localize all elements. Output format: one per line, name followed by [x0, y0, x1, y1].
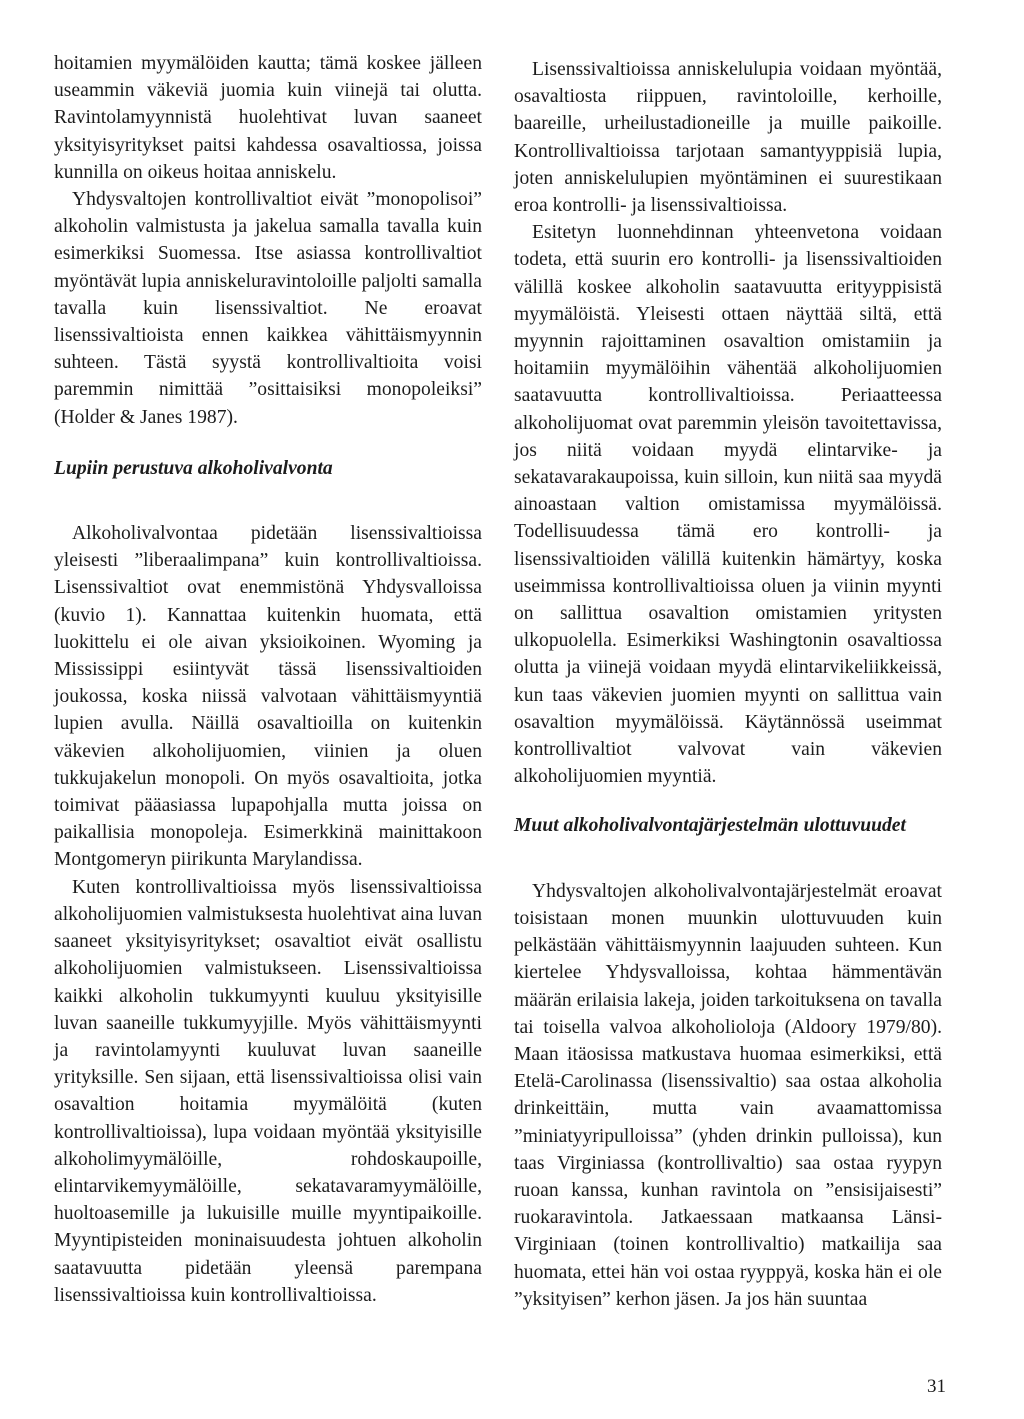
- right-column: [514, 56, 942, 1313]
- paragraph: Yhdysvaltojen kontrollivaltiot eivät ”monopolisoi” alkoholin valmistusta ja jakelua samalla tavalla kuin esimerkiksi Suomessa. Itse asiassa kontrollivaltiot myöntävät lupia anniskeluravintoloille paljolti samalla tavalla kuin lisenssivaltiot. Ne eroavat lisenssivaltioista ennen kaikkea vähittäismyynnin suhteen. Tästä syystä kontrollivaltioita voisi paremmin nimittää ”osittaisiksi monopoleiksi” (Holder & Janes 1987).: [54, 189, 482, 428]
- paragraph: Kuten kontrollivaltioissa myös lisenssivaltioissa alkoholijuomien valmistuksesta huolehtivat aina luvan saaneet yksityisyritykset; osavaltiot eivät osallistu alkoholijuomien valmistukseen. Lisenssivaltioissa kaikki alkoholin tukkumyynti kuuluu yksityisille luvan saaneille tukkumyyjille. Myös vähittäismyynti ja ravintolamyynti kuuluvat luvan saaneille yrityksille. Sen sijaan, että lisenssivaltioissa olisi vain osavaltion hoitamia myymälöitä (kuten kontrollivaltioissa), lupa voidaan myöntää yksityisille alkoholimyymälöille, rohdoskaupoille, elintarvikemyymälöille, sekatavaramyymälöille, huoltoasemille ja lukuisille muille myyntipaikoille. Myyntipisteiden moninaisuudesta johtuen alkoholin saatavuutta pidetään yleensä parempana lisenssivaltioissa kuin kontrollivaltioissa.: [54, 876, 482, 1306]
- paragraph: Lisenssivaltioissa anniskelulupia voidaan myöntää, osavaltiosta riippuen, ravintoloille, kerhoille, baareille, urheilustadioneille ja muille paikoille. Kontrollivaltioissa tarjotaan samantyyppisiä lupia, joten anniskelulupien myöntäminen ei suurestikaan eroa kontrolli- ja lisenssivaltioissa.: [514, 59, 942, 217]
- page-number: 31: [927, 1376, 946, 1397]
- section-heading: Lupiin perustuva alkoholivalvonta: [54, 457, 333, 479]
- paragraph: Esitetyn luonnehdinnan yhteenvetona voidaan todeta, että suurin ero kontrolli- ja lisenssivaltioiden välillä koskee alkoholin saatavuutta erityyppisistä myymälöistä. Yleisesti ottaen näyttää siltä, että myynnin rajoittaminen osavaltion omistamiin ja hoitamiin myymälöihin vähentää alkoholijuomien saatavuutta kontrollivaltioissa. Periaatteessa alkoholijuomat ovat paremmin yleisön tavoitettavissa, jos niitä voidaan myydä elintarvike- ja sekatavarakaupoissa, kuin silloin, kun niitä saa myydä ainoastaan valtion omistamissa myymälöissä. Todellisuudessa tämä ero kontrolli- ja lisenssivaltioiden välillä kuitenkin hämärtyy, koska useimmissa kontrollivaltioissa oluen ja viinin myynti on sallittua osavaltion omistamien yritysten ulkopuolella. Esimerkiksi Washingtonin osavaltiossa olutta ja viinejä voidaan myydä elintarvikeliikkeissä, kun taas väkevien juomien myynti on sallittua vain osavaltion myymälöissä. Käytännössä useimmat kontrollivaltiot valvovat vain väkevien alkoholijuomien myyntiä.: [514, 222, 942, 788]
- section-heading: Muut alkoholivalvontajärjestelmän ulottuvuudet: [514, 815, 906, 837]
- paragraph: hoitamien myymälöiden kautta; tämä koskee jälleen useammin väkeviä juomia kuin viinejä tai olutta. Ravintolamyynnistä huolehtivat luvan saaneet yksityisyritykset paitsi kahdessa osavaltiossa, joissa kunnilla on oikeus hoitaa anniskelu.: [54, 53, 482, 183]
- paragraph: Yhdysvaltojen alkoholivalvontajärjestelmät eroavat toisistaan monen muunkin ulottuvuuden kuin pelkästään vähittäismyynnin laajuuden suhteen. Kun kiertelee Yhdysvalloissa, kohtaa hämmentävän määrän erilaisia lakeja, joiden tarkoituksena on tavalla tai toisella valvoa alkoholioloja (Aldoory 1979/80). Maan itäosissa matkustava huomaa esimerkiksi, että Etelä-Carolinassa (lisenssivaltio) saa ostaa alkoholia drinkeittäin, mutta vain avaamattomissa ”miniatyyripulloissa” (yhden drinkin pulloissa), kun taas Virginiassa (kontrollivaltio) saa ostaa ryypyn ruoan kanssa, kunhan ravintola on ”ensisijaisesti” ruokaravintola. Jatkaessaan matkaansa Länsi-Virginiaan (toinen kontrollivaltio) matkailija saa huomata, ettei hän voi ostaa ryyppyä, koska hän ei ole ”yksityisen” kerhon jäsen. Ja jos hän suuntaa: [514, 880, 942, 1310]
- paragraph: Alkoholivalvontaa pidetään lisenssivaltioissa yleisesti ”liberaalimpana” kuin kontrollivaltioissa. Lisenssivaltiot ovat enemmistönä Yhdysvalloissa (kuvio 1). Kannattaa kuitenkin huomata, että luokittelu ei ole aivan yksioikoinen. Wyoming ja Mississippi esiintyvät tässä lisenssivaltioiden joukossa, koska niissä valvotaan vähittäismyyntiä lupien avulla. Näillä osavaltioilla on kuitenkin väkevien alkoholijuomien, viinien ja oluen tukkujakelun monopoli. On myös osavaltioita, jotka toimivat pääasiassa lupapohjalla mutta joissa on paikallisia monopoleja. Esimerkkinä mainittakoon Montgomeryn piirikunta Marylandissa.: [54, 523, 482, 871]
- left-column: [54, 50, 482, 1309]
